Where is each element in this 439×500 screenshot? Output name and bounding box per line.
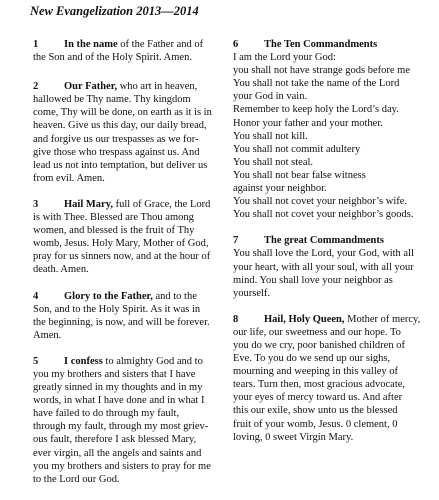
prayer-heading: In the name [64, 39, 118, 50]
prayer-line: mind. You shall love your neighbor as [233, 274, 393, 286]
prayer-number: 6 [233, 39, 239, 50]
prayer-line: full of Grace, the Lord [115, 198, 211, 210]
prayer-line: you my brothers and sisters to pray for me [33, 460, 211, 472]
prayer-number: 4 [33, 290, 39, 302]
prayer-line: Mother of mercy, [347, 313, 421, 325]
prayer-line: You shall not covet your neighbor’s wife. [233, 196, 408, 208]
prayer-line: You shall not commit adultery [233, 143, 361, 155]
prayer-line: our life, our sweetness and our hope. To [233, 326, 401, 338]
prayer-hail-holy-queen [233, 313, 433, 444]
prayer-heading: The great Commandments [264, 235, 384, 247]
prayer-line: womb, Jesus. Holy Mary, Mother of God, [33, 238, 209, 250]
prayer-heading: Glory to the Father, [64, 290, 153, 302]
prayer-line: Honor your father and your mother. [233, 117, 383, 129]
prayer-number: 2 [33, 81, 39, 93]
prayer-line: You shall not covet your neighbor’s goods. [233, 209, 414, 221]
prayer-line: greatly sinned in my thoughts and in my [33, 382, 203, 394]
prayer-number: 5 [33, 355, 39, 367]
prayer-line: women, and blessed is the fruit of Thy [33, 225, 195, 237]
prayer-heading: I confess [64, 355, 103, 367]
prayer-line: ever virgin, all the angels and saints and [33, 447, 202, 459]
prayer-line: lead us not into temptation, but deliver us [33, 159, 208, 171]
prayer-heading: Our Father, [64, 81, 118, 93]
prayer-line: have failed to do through my fault, [33, 408, 180, 420]
prayer-line: You shall love the Lord, your God, with all [233, 248, 414, 260]
prayer-line: your heart, with all your soul, with all your [233, 261, 414, 273]
prayer-line: fruit of your womb, Jesus. 0 clement, 0 [233, 418, 398, 430]
prayer-line: this our exile, show unto us the blessed [233, 405, 398, 417]
prayer-line: tears. Turn then, most gracious advocate, [233, 379, 406, 391]
prayer-number: 1 [33, 39, 39, 50]
prayer-line: give those who trespass against us. And [33, 146, 200, 158]
prayer-ten-commandments [233, 38, 433, 221]
prayer-line: who art in heaven, [119, 81, 198, 93]
prayer-line: and forgive us our trespasses as we for- [33, 133, 199, 145]
right-column [233, 38, 433, 458]
prayer-line: yourself. [233, 287, 271, 299]
prayer-line: Son, and to the Holy Spirit. As it was in [33, 303, 201, 315]
prayer-line: Remember to keep holy the Lord’s day. [233, 104, 399, 116]
left-column [33, 38, 225, 500]
prayer-line: Amen. [33, 329, 62, 341]
prayer-heading: The Ten Commandments [264, 39, 378, 50]
prayer-hail-mary [33, 198, 225, 277]
prayer-line: Eve. To you do we send up our sighs, [233, 353, 391, 365]
prayer-number: 3 [33, 198, 39, 210]
prayer-line: from evil. Amen. [33, 172, 105, 184]
prayer-line: the Son and of the Holy Spirit. Amen. [33, 52, 192, 64]
prayer-heading: Hail Mary, [64, 198, 113, 210]
prayer-line: I am the Lord your God: [233, 52, 336, 64]
prayer-i-confess [33, 355, 225, 486]
prayer-line: through my fault, through my most griev- [33, 421, 209, 433]
prayer-line: You shall not kill. [233, 130, 308, 142]
prayer-line: You shall not take the name of the Lord [233, 78, 400, 90]
prayer-line: mourning and weeping in this valley of [233, 366, 399, 378]
prayer-in-the-name [33, 38, 225, 64]
prayer-line: and to the [155, 290, 197, 302]
document-title: New Evangelization 2013—2014 [30, 4, 199, 18]
prayer-line: is with Thee. Blessed are Thou among [33, 212, 194, 224]
prayer-line: of the Father and of [120, 39, 204, 50]
prayer-heading: Hail, Holy Queen, [264, 313, 345, 325]
prayer-line: to almighty God and to [105, 355, 203, 367]
prayer-line: death. Amen. [33, 264, 89, 276]
prayer-line: your God in vain. [233, 91, 308, 103]
prayer-our-father [33, 80, 225, 185]
prayer-line: heaven. Give us this day, our daily bread, [33, 120, 207, 132]
prayer-line: against your neighbor. [233, 183, 327, 195]
prayer-line: you my brothers and sisters that I have [33, 368, 196, 380]
prayer-line: hallowed be Thy name. Thy kingdom [33, 94, 191, 106]
prayer-line: to the Lord our God. [33, 473, 120, 485]
prayer-line: the beginning, is now, and will be forever. [33, 316, 210, 328]
prayer-great-commandments [233, 234, 433, 299]
prayer-line: your eyes of mercy toward us. And after [233, 392, 403, 404]
prayer-line: you do we cry, poor banished children of [233, 339, 405, 351]
prayer-line: words, in what I have done and in what I [33, 395, 205, 407]
prayer-line: pray for us sinners now, and at the hour of [33, 251, 211, 263]
prayer-line: You shall not bear false witness [233, 169, 366, 181]
prayer-glory-be [33, 290, 225, 342]
prayer-line: you shall not have strange gods before me [233, 65, 410, 77]
prayer-line: ous fault, therefore I ask blessed Mary, [33, 434, 197, 446]
prayer-line: loving, 0 sweet Virgin Mary. [233, 431, 354, 443]
prayer-number: 8 [233, 313, 239, 325]
prayer-number: 7 [233, 235, 239, 247]
prayer-line: come, Thy will be done, on earth as it is in [33, 107, 212, 119]
prayer-line: You shall not steal. [233, 156, 314, 168]
